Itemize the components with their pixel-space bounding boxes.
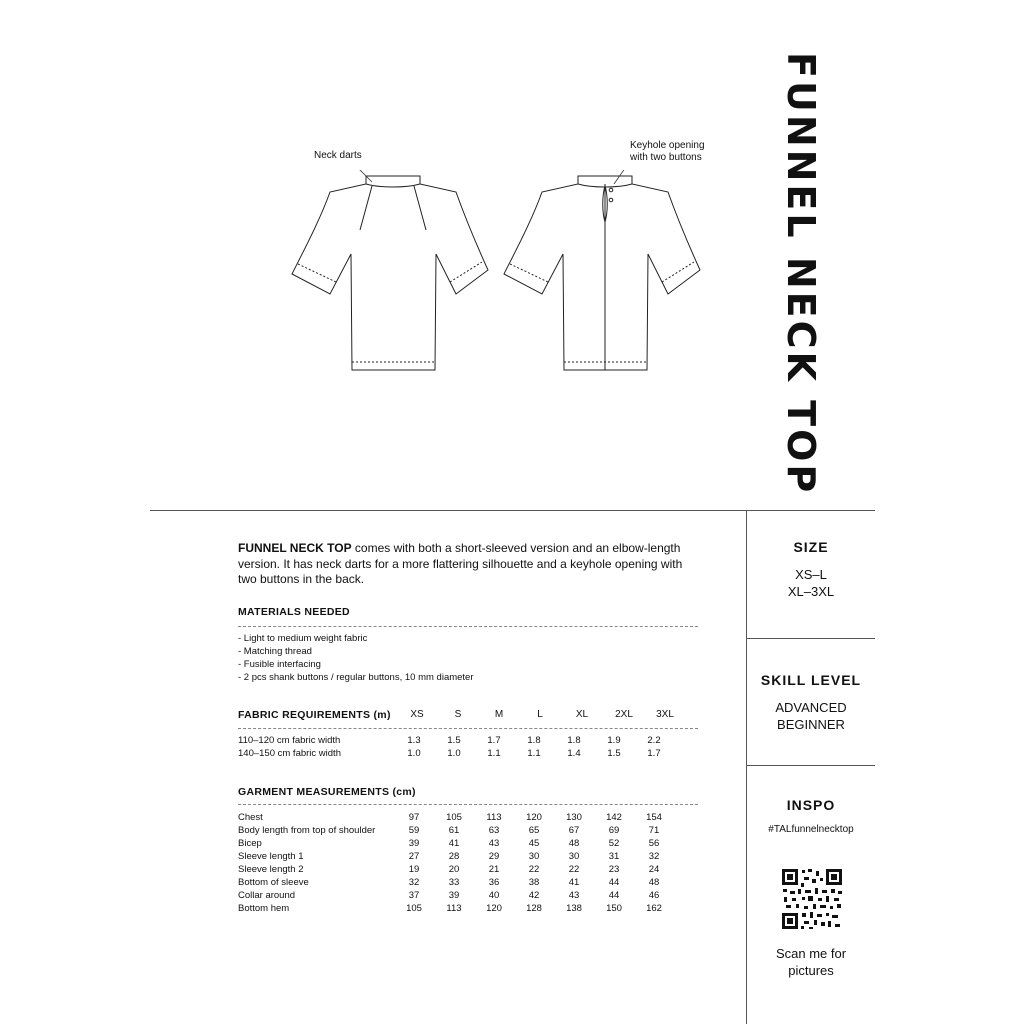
- table-cell: 2.2: [647, 735, 661, 746]
- row-label: Bicep: [238, 838, 262, 849]
- skill-level-1: ADVANCED: [775, 700, 847, 715]
- table-cell: 120: [486, 903, 502, 914]
- table-cell: 65: [528, 825, 540, 836]
- front-view-drawing: [292, 176, 488, 370]
- table-cell: 150: [606, 903, 622, 914]
- table-cell: 42: [528, 890, 540, 901]
- table-row: [238, 811, 674, 824]
- table-cell: 39: [408, 838, 420, 849]
- table-cell: 40: [488, 890, 500, 901]
- row-label: Body length from top of shoulder: [238, 825, 376, 836]
- size-range-2: XL–3XL: [787, 584, 835, 599]
- row-label: Bottom hem: [238, 903, 290, 914]
- table-cell: 32: [648, 851, 660, 862]
- size-header: 3XL: [656, 709, 674, 720]
- table-cell: 1.5: [447, 735, 461, 746]
- table-cell: 105: [446, 812, 462, 823]
- row-label: Sleeve length 2: [238, 864, 304, 875]
- table-cell: 56: [648, 838, 660, 849]
- materials-list: [238, 632, 474, 684]
- table-cell: 33: [448, 877, 460, 888]
- table-cell: 1.1: [487, 748, 501, 759]
- table-cell: 24: [648, 864, 660, 875]
- table-cell: 69: [608, 825, 620, 836]
- table-cell: 44: [608, 890, 620, 901]
- row-label: Sleeve length 1: [238, 851, 304, 862]
- table-cell: 23: [608, 864, 620, 875]
- table-cell: 113: [486, 812, 502, 823]
- size-header: XS: [410, 709, 424, 720]
- table-cell: 43: [488, 838, 500, 849]
- table-cell: 1.7: [647, 748, 661, 759]
- table-cell: 19: [408, 864, 420, 875]
- page-title: FUNNEL NECK TOP: [779, 52, 823, 496]
- table-cell: 97: [408, 812, 420, 823]
- table-cell: 130: [566, 812, 582, 823]
- table-row: [238, 850, 674, 863]
- table-cell: 44: [608, 877, 620, 888]
- size-range-1: XS–L: [795, 567, 827, 582]
- fabric-divider: [238, 728, 698, 729]
- table-cell: 1.1: [527, 748, 541, 759]
- table-cell: 128: [526, 903, 542, 914]
- table-cell: 138: [566, 903, 582, 914]
- qr-code[interactable]: [780, 867, 844, 931]
- table-cell: 1.8: [527, 735, 541, 746]
- table-row: [238, 889, 674, 902]
- table-cell: 48: [568, 838, 580, 849]
- table-cell: 52: [608, 838, 620, 849]
- table-cell: 41: [568, 877, 580, 888]
- table-cell: 1.0: [447, 748, 461, 759]
- table-row: [238, 837, 674, 850]
- table-cell: 1.9: [607, 735, 621, 746]
- keyhole-label-line1: Keyhole opening: [630, 140, 705, 151]
- table-cell: 31: [608, 851, 620, 862]
- neck-darts-label: Neck darts: [314, 150, 362, 161]
- sidebar-divider-1: [746, 638, 875, 639]
- size-header: 2XL: [615, 709, 633, 720]
- table-cell: 36: [488, 877, 500, 888]
- table-row: [238, 876, 674, 889]
- table-cell: 48: [648, 877, 660, 888]
- inspo-heading: INSPO: [786, 797, 836, 813]
- table-row: [238, 747, 674, 760]
- table-cell: 30: [528, 851, 540, 862]
- table-cell: 21: [488, 864, 500, 875]
- table-cell: 22: [568, 864, 580, 875]
- garment-table: [238, 811, 674, 915]
- garment-drawings: [280, 170, 720, 390]
- table-row: [238, 824, 674, 837]
- table-cell: 113: [446, 903, 462, 914]
- materials-heading: MATERIALS NEEDED: [238, 606, 350, 618]
- row-label: Collar around: [238, 890, 296, 901]
- table-cell: 67: [568, 825, 580, 836]
- row-label: 140–150 cm fabric width: [238, 748, 341, 759]
- table-cell: 154: [646, 812, 662, 823]
- size-header: M: [494, 709, 504, 720]
- list-item: - 2 pcs shank buttons / regular buttons, 10 mm diameter: [238, 672, 474, 683]
- table-row: [238, 734, 674, 747]
- table-cell: 1.0: [407, 748, 421, 759]
- intro-title: FUNNEL NECK TOP: [238, 541, 352, 555]
- size-heading: SIZE: [793, 539, 829, 555]
- inspo-hashtag: #TALfunnelnecktop: [768, 824, 854, 835]
- table-cell: 59: [408, 825, 420, 836]
- fabric-table: [238, 734, 674, 760]
- table-cell: 1.8: [567, 735, 581, 746]
- table-cell: 32: [408, 877, 420, 888]
- table-cell: 20: [448, 864, 460, 875]
- table-cell: 1.5: [607, 748, 621, 759]
- list-item: - Matching thread: [238, 646, 312, 657]
- section-divider: [150, 510, 875, 511]
- table-cell: 162: [646, 903, 662, 914]
- row-label: Bottom of sleeve: [238, 877, 309, 888]
- table-cell: 71: [648, 825, 660, 836]
- materials-divider: [238, 626, 698, 627]
- table-cell: 61: [448, 825, 460, 836]
- garment-divider: [238, 804, 698, 805]
- table-cell: 38: [528, 877, 540, 888]
- fabric-heading: FABRIC REQUIREMENTS (m): [238, 709, 391, 721]
- table-cell: 142: [606, 812, 622, 823]
- table-cell: 105: [406, 903, 422, 914]
- table-row: [238, 863, 674, 876]
- table-cell: 27: [408, 851, 420, 862]
- sidebar-divider-2: [746, 765, 875, 766]
- garment-heading: GARMENT MEASUREMENTS (cm): [238, 786, 416, 798]
- skill-heading: SKILL LEVEL: [760, 672, 862, 688]
- table-cell: 46: [648, 890, 660, 901]
- table-cell: 1.7: [487, 735, 501, 746]
- table-cell: 37: [408, 890, 420, 901]
- table-cell: 120: [526, 812, 542, 823]
- table-cell: 1.4: [567, 748, 581, 759]
- table-cell: 39: [448, 890, 460, 901]
- table-cell: 28: [448, 851, 460, 862]
- size-header: S: [454, 709, 462, 720]
- row-label: 110–120 cm fabric width: [238, 735, 341, 746]
- intro-text: comes with both a short-sleeved version and an elbow-length version. It has neck darts for a more flattering silhouette and a keyhole opening with two buttons in the back.: [238, 541, 683, 586]
- table-cell: 45: [528, 838, 540, 849]
- table-cell: 22: [528, 864, 540, 875]
- intro-paragraph: [238, 541, 698, 588]
- table-cell: 29: [488, 851, 500, 862]
- list-item: - Light to medium weight fabric: [238, 633, 368, 644]
- keyhole-leader: [614, 170, 628, 184]
- table-cell: 63: [488, 825, 500, 836]
- size-header: XL: [575, 709, 589, 720]
- scan-caption-2: pictures: [788, 963, 834, 978]
- table-cell: 30: [568, 851, 580, 862]
- row-label: Chest: [238, 812, 263, 823]
- table-cell: 1.3: [407, 735, 421, 746]
- table-cell: 43: [568, 890, 580, 901]
- list-item: - Fusible interfacing: [238, 659, 321, 670]
- size-header: L: [537, 709, 543, 720]
- scan-caption-1: Scan me for: [775, 946, 847, 961]
- table-cell: 41: [448, 838, 460, 849]
- keyhole-label-line2: with two buttons: [630, 152, 702, 163]
- table-row: [238, 902, 674, 915]
- skill-level-2: BEGINNER: [777, 717, 845, 732]
- back-view-drawing: [504, 176, 700, 370]
